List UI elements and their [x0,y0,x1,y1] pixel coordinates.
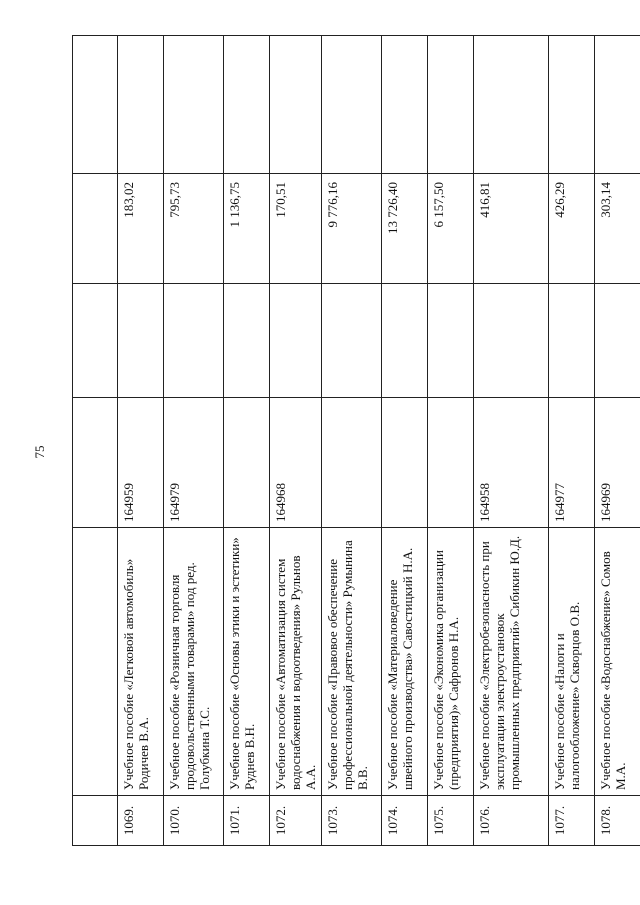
row-number: 1072. [270,796,322,846]
header-cell [73,796,118,846]
table-row [118,36,164,846]
empty-cell [549,284,595,398]
empty-cell [224,284,270,398]
amount: 13 726,40 [382,174,428,284]
amount: 9 776,16 [322,174,382,284]
empty-cell [382,36,428,174]
book-title: Учебное пособие «Налоги и налогообложение» Скворцов О.В. [549,528,595,796]
book-title: Учебное пособие «Правовое обеспечение профессиональной деятельности» Румынина В.В. [322,528,382,796]
empty-cell [322,36,382,174]
empty-cell [118,36,164,174]
empty-cell [270,284,322,398]
amount: 1 136,75 [224,174,270,284]
empty-cell [118,284,164,398]
book-title: Учебное пособие «Автоматизация систем водоснабжения и водоотведения» Рульнов А.А. [270,528,322,796]
amount: 416,81 [474,174,549,284]
table-row [595,36,640,846]
empty-cell [382,284,428,398]
empty-cell [164,36,224,174]
rotated-table-container [72,36,628,846]
row-number: 1074. [382,796,428,846]
amount: 183,02 [118,174,164,284]
table-row [270,36,322,846]
header-cell [73,284,118,398]
amount: 170,51 [270,174,322,284]
empty-cell [164,284,224,398]
empty-cell [428,36,474,174]
table-header-row [73,36,118,846]
book-title: Учебное пособие «Основы этики и эстетики» Руднев В.Н. [224,528,270,796]
item-code: 164979 [164,398,224,528]
item-code: 164977 [549,398,595,528]
table-row [224,36,270,846]
amount: 303,14 [595,174,640,284]
row-number: 1073. [322,796,382,846]
row-number: 1069. [118,796,164,846]
item-code: 164959 [118,398,164,528]
table-row [549,36,595,846]
table-row [474,36,549,846]
book-title: Учебное пособие «Экономика организации (предприятия)» Сафронов Н.А. [428,528,474,796]
table-row [382,36,428,846]
empty-cell [270,36,322,174]
table-row [164,36,224,846]
row-number: 1071. [224,796,270,846]
item-code [382,398,428,528]
item-code [322,398,382,528]
row-number: 1076. [474,796,549,846]
item-code: 164968 [270,398,322,528]
page-number: 75 [32,445,47,459]
item-code [428,398,474,528]
table-row [322,36,382,846]
header-cell [73,398,118,528]
item-code [224,398,270,528]
empty-cell [474,36,549,174]
header-cell [73,174,118,284]
header-cell [73,36,118,174]
empty-cell [224,36,270,174]
empty-cell [595,36,640,174]
table-row [428,36,474,846]
book-title: Учебное пособие «Материаловедение швейного производства» Савостицкий Н.А. [382,528,428,796]
item-code: 164969 [595,398,640,528]
row-number: 1078. [595,796,640,846]
empty-cell [595,284,640,398]
book-title: Учебное пособие «Водоснабжение» Сомов М.А. [595,528,640,796]
book-title: Учебное пособие «Розничная торговля продовольственными товарами» под ред. Голубкина Т.С. [164,528,224,796]
amount: 795,73 [164,174,224,284]
amount: 6 157,50 [428,174,474,284]
item-code: 164958 [474,398,549,528]
header-cell [73,528,118,796]
book-title: Учебное пособие «Легковой автомобиль» Родичев В.А. [118,528,164,796]
empty-cell [322,284,382,398]
empty-cell [474,284,549,398]
row-number: 1075. [428,796,474,846]
inventory-table [72,35,640,846]
row-number: 1070. [164,796,224,846]
row-number: 1077. [549,796,595,846]
book-title: Учебное пособие «Электробезопасность при эксплуатации электроустановок промышленных предприятий» Сибикин Ю.Д. [474,528,549,796]
empty-cell [428,284,474,398]
empty-cell [549,36,595,174]
amount: 426,29 [549,174,595,284]
